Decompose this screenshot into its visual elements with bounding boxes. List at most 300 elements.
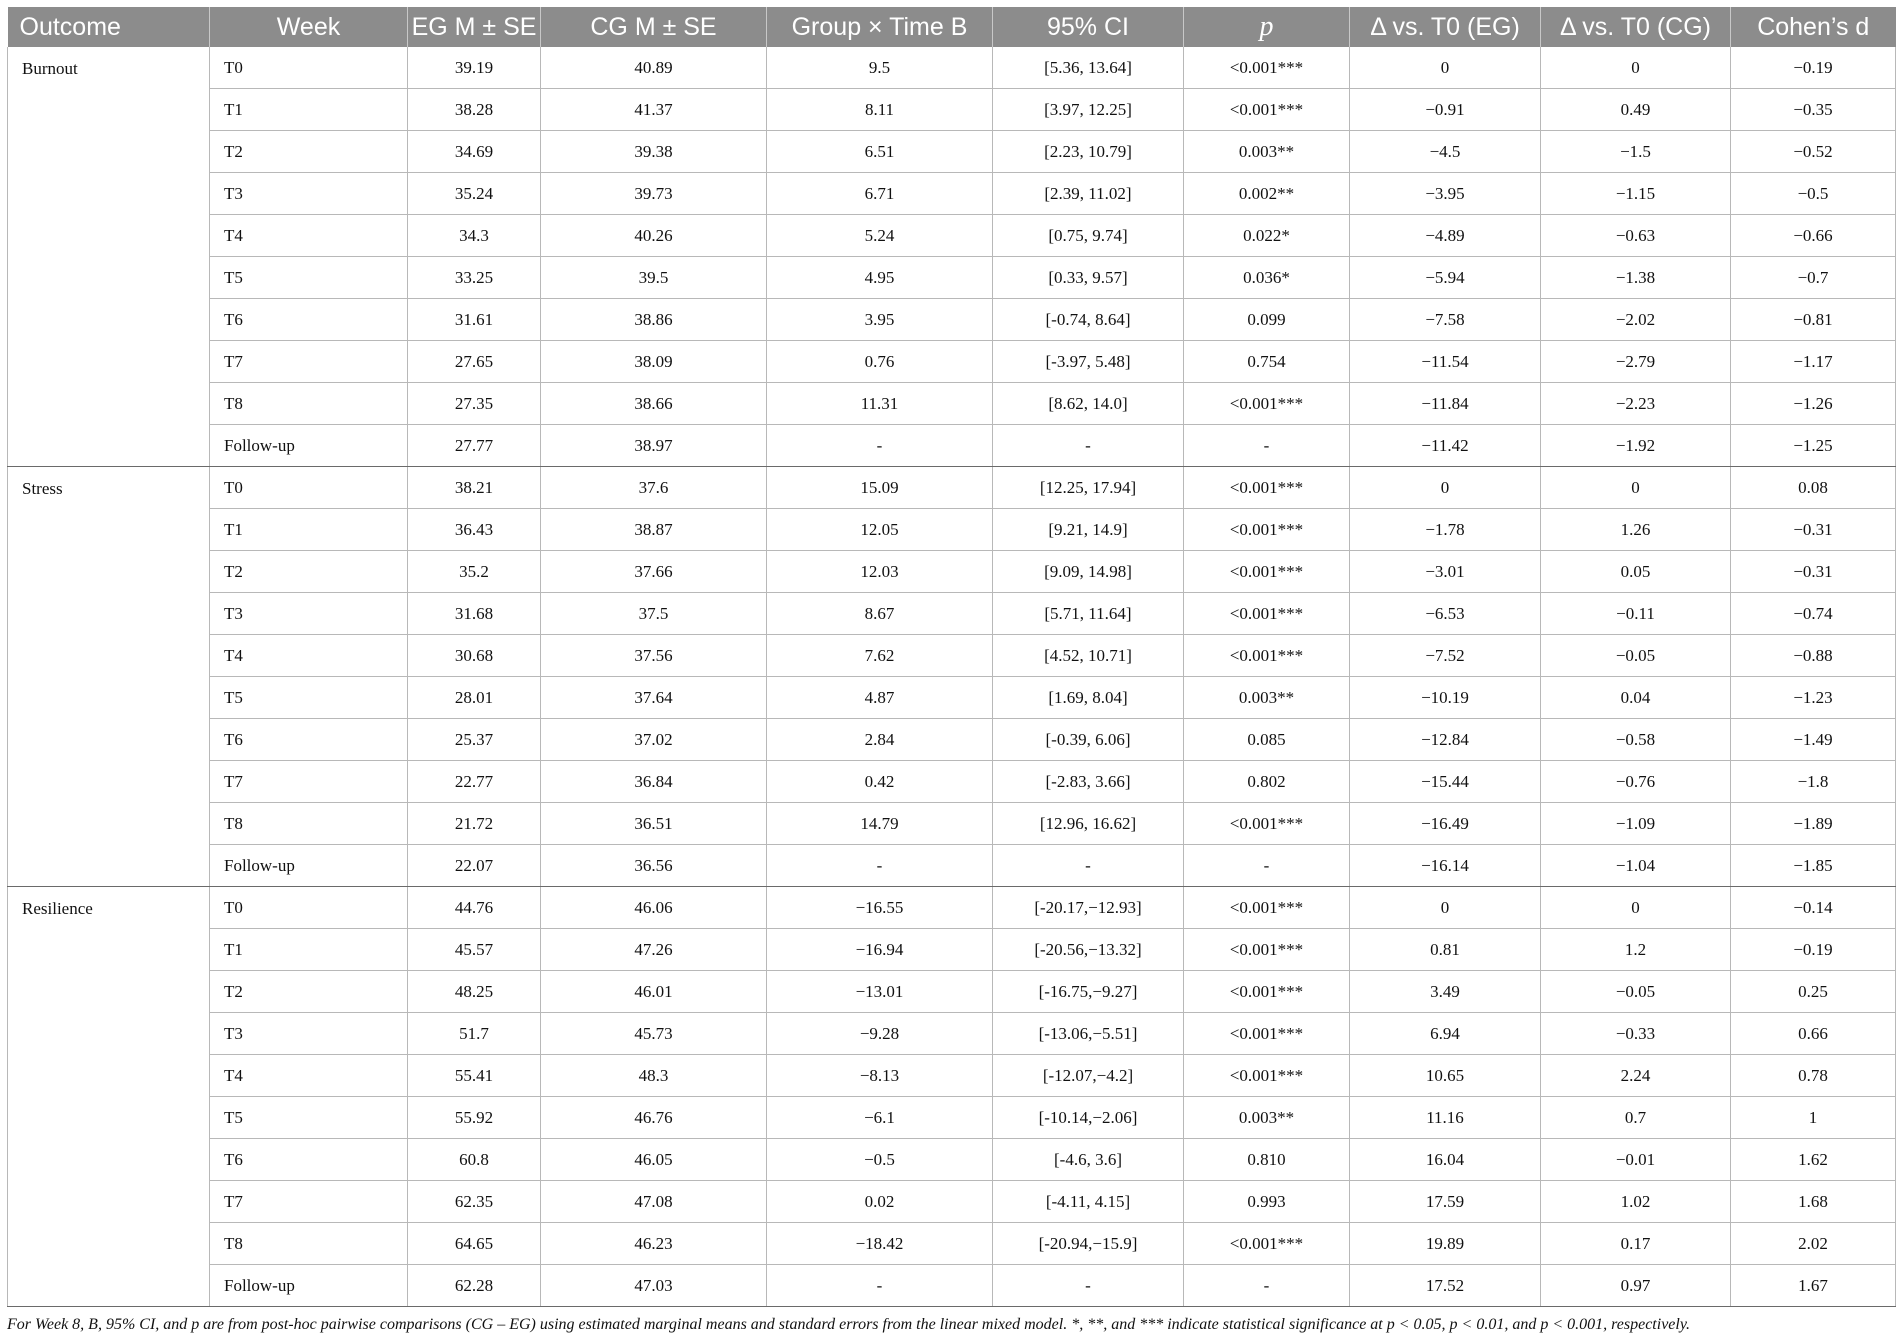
delta-eg-cell: 0 [1350,47,1541,89]
p-value-cell: <0.001*** [1184,509,1350,551]
eg-mean-cell: 27.35 [408,383,541,425]
group-time-b-cell: - [767,1265,993,1307]
group-time-b-cell: 6.51 [767,131,993,173]
ci-cell: [12.25, 17.94] [993,467,1184,509]
header-delta-eg: Δ vs. T0 (EG) [1350,7,1541,47]
delta-eg-cell: −16.49 [1350,803,1541,845]
cg-mean-cell: 36.84 [541,761,767,803]
p-value-cell: <0.001*** [1184,1013,1350,1055]
ci-cell: [-0.39, 6.06] [993,719,1184,761]
delta-eg-cell: 3.49 [1350,971,1541,1013]
delta-eg-cell: −7.52 [1350,635,1541,677]
group-time-b-cell: 11.31 [767,383,993,425]
table-row [8,1013,1896,1055]
delta-cg-cell: −1.38 [1541,257,1731,299]
ci-cell: [3.97, 12.25] [993,89,1184,131]
week-cell: T2 [210,551,408,593]
group-time-b-cell: 0.42 [767,761,993,803]
cohens-d-cell: −1.85 [1731,845,1896,887]
cg-mean-cell: 38.87 [541,509,767,551]
delta-eg-cell: −6.53 [1350,593,1541,635]
cohens-d-cell: −0.35 [1731,89,1896,131]
header-eg-mean: EG M ± SE [408,7,541,47]
header-week: Week [210,7,408,47]
cohens-d-cell: 1.68 [1731,1181,1896,1223]
eg-mean-cell: 60.8 [408,1139,541,1181]
ci-cell: [5.36, 13.64] [993,47,1184,89]
table-row [8,1181,1896,1223]
eg-mean-cell: 27.65 [408,341,541,383]
eg-mean-cell: 25.37 [408,719,541,761]
header-outcome: Outcome [8,7,210,47]
table-row [8,383,1896,425]
delta-eg-cell: 0 [1350,467,1541,509]
cohens-d-cell: 0.78 [1731,1055,1896,1097]
eg-mean-cell: 39.19 [408,47,541,89]
delta-cg-cell: 0.49 [1541,89,1731,131]
ci-cell: - [993,845,1184,887]
ci-cell: [5.71, 11.64] [993,593,1184,635]
p-value-cell: 0.002** [1184,173,1350,215]
ci-cell: - [993,1265,1184,1307]
cg-mean-cell: 36.51 [541,803,767,845]
week-cell: T6 [210,719,408,761]
delta-cg-cell: 1.02 [1541,1181,1731,1223]
group-time-b-cell: 2.84 [767,719,993,761]
table-row [8,551,1896,593]
delta-cg-cell: 1.2 [1541,929,1731,971]
eg-mean-cell: 27.77 [408,425,541,467]
cohens-d-cell: 2.02 [1731,1223,1896,1265]
week-cell: T2 [210,971,408,1013]
table-row [8,131,1896,173]
delta-cg-cell: 0.97 [1541,1265,1731,1307]
delta-cg-cell: −1.92 [1541,425,1731,467]
delta-cg-cell: 0 [1541,467,1731,509]
delta-cg-cell: −0.01 [1541,1139,1731,1181]
p-value-cell: - [1184,845,1350,887]
week-cell: T8 [210,803,408,845]
week-cell: T0 [210,887,408,929]
cohens-d-cell: −0.5 [1731,173,1896,215]
p-value-cell: <0.001*** [1184,929,1350,971]
group-time-b-cell: 9.5 [767,47,993,89]
delta-eg-cell: 16.04 [1350,1139,1541,1181]
group-time-b-cell: 3.95 [767,299,993,341]
week-cell: Follow-up [210,1265,408,1307]
cg-mean-cell: 47.03 [541,1265,767,1307]
cohens-d-cell: 0.66 [1731,1013,1896,1055]
week-cell: T1 [210,929,408,971]
eg-mean-cell: 28.01 [408,677,541,719]
eg-mean-cell: 51.7 [408,1013,541,1055]
cg-mean-cell: 46.06 [541,887,767,929]
week-cell: T7 [210,1181,408,1223]
group-time-b-cell: −9.28 [767,1013,993,1055]
cohens-d-cell: −1.25 [1731,425,1896,467]
eg-mean-cell: 21.72 [408,803,541,845]
week-cell: T3 [210,1013,408,1055]
header-delta-cg: Δ vs. T0 (CG) [1541,7,1731,47]
ci-cell: [2.23, 10.79] [993,131,1184,173]
table-row [8,47,1896,89]
delta-eg-cell: −7.58 [1350,299,1541,341]
cg-mean-cell: 45.73 [541,1013,767,1055]
week-cell: T0 [210,467,408,509]
eg-mean-cell: 30.68 [408,635,541,677]
p-value-cell: 0.099 [1184,299,1350,341]
delta-eg-cell: 17.52 [1350,1265,1541,1307]
delta-cg-cell: −0.11 [1541,593,1731,635]
group-time-b-cell: 14.79 [767,803,993,845]
cohens-d-cell: −0.31 [1731,551,1896,593]
delta-cg-cell: 0.7 [1541,1097,1731,1139]
eg-mean-cell: 36.43 [408,509,541,551]
cohens-d-cell: −0.19 [1731,929,1896,971]
cohens-d-cell: −1.49 [1731,719,1896,761]
week-cell: T5 [210,1097,408,1139]
cg-mean-cell: 39.5 [541,257,767,299]
ci-cell: [2.39, 11.02] [993,173,1184,215]
ci-cell: - [993,425,1184,467]
p-value-cell: 0.085 [1184,719,1350,761]
delta-eg-cell: −10.19 [1350,677,1541,719]
ci-cell: [-20.94,−15.9] [993,1223,1184,1265]
eg-mean-cell: 48.25 [408,971,541,1013]
cg-mean-cell: 37.5 [541,593,767,635]
ci-cell: [0.75, 9.74] [993,215,1184,257]
week-cell: T2 [210,131,408,173]
delta-eg-cell: 19.89 [1350,1223,1541,1265]
table-row [8,845,1896,887]
group-time-b-cell: 5.24 [767,215,993,257]
header-cohens-d: Cohen’s d [1731,7,1896,47]
eg-mean-cell: 22.77 [408,761,541,803]
week-cell: T4 [210,635,408,677]
cohens-d-cell: −1.17 [1731,341,1896,383]
cg-mean-cell: 46.01 [541,971,767,1013]
week-cell: T4 [210,215,408,257]
delta-eg-cell: −11.54 [1350,341,1541,383]
delta-eg-cell: −11.42 [1350,425,1541,467]
table-body [8,47,1896,1307]
table-row [8,635,1896,677]
cg-mean-cell: 38.86 [541,299,767,341]
cg-mean-cell: 48.3 [541,1055,767,1097]
header-p: p [1184,7,1350,47]
eg-mean-cell: 35.24 [408,173,541,215]
eg-mean-cell: 38.21 [408,467,541,509]
results-table-container [7,7,1895,1307]
group-time-b-cell: 4.95 [767,257,993,299]
header-ci: 95% CI [993,7,1184,47]
cohens-d-cell: 0.25 [1731,971,1896,1013]
cg-mean-cell: 39.73 [541,173,767,215]
week-cell: Follow-up [210,845,408,887]
week-cell: T6 [210,1139,408,1181]
group-time-b-cell: −16.94 [767,929,993,971]
cohens-d-cell: 0.08 [1731,467,1896,509]
p-value-cell: - [1184,1265,1350,1307]
ci-cell: [-2.83, 3.66] [993,761,1184,803]
delta-eg-cell: 10.65 [1350,1055,1541,1097]
ci-cell: [9.21, 14.9] [993,509,1184,551]
ci-cell: [9.09, 14.98] [993,551,1184,593]
delta-cg-cell: −1.09 [1541,803,1731,845]
table-row [8,971,1896,1013]
cg-mean-cell: 37.64 [541,677,767,719]
delta-cg-cell: −0.05 [1541,971,1731,1013]
delta-cg-cell: −0.76 [1541,761,1731,803]
delta-cg-cell: −2.23 [1541,383,1731,425]
cg-mean-cell: 46.05 [541,1139,767,1181]
eg-mean-cell: 62.28 [408,1265,541,1307]
cg-mean-cell: 47.08 [541,1181,767,1223]
cg-mean-cell: 36.56 [541,845,767,887]
p-value-cell: 0.022* [1184,215,1350,257]
delta-cg-cell: 2.24 [1541,1055,1731,1097]
table-row [8,215,1896,257]
group-time-b-cell: −16.55 [767,887,993,929]
eg-mean-cell: 62.35 [408,1181,541,1223]
group-time-b-cell: 6.71 [767,173,993,215]
outcome-cell: Stress [8,467,210,887]
outcome-cell: Resilience [8,887,210,1307]
eg-mean-cell: 55.41 [408,1055,541,1097]
header-group-time-b: Group × Time B [767,7,993,47]
eg-mean-cell: 31.61 [408,299,541,341]
delta-cg-cell: −0.05 [1541,635,1731,677]
cg-mean-cell: 38.66 [541,383,767,425]
delta-eg-cell: −4.89 [1350,215,1541,257]
delta-eg-cell: 6.94 [1350,1013,1541,1055]
table-row [8,1223,1896,1265]
eg-mean-cell: 38.28 [408,89,541,131]
delta-eg-cell: 11.16 [1350,1097,1541,1139]
table-row [8,719,1896,761]
cg-mean-cell: 46.23 [541,1223,767,1265]
ci-cell: [0.33, 9.57] [993,257,1184,299]
delta-eg-cell: −4.5 [1350,131,1541,173]
cg-mean-cell: 38.97 [541,425,767,467]
cg-mean-cell: 47.26 [541,929,767,971]
group-time-b-cell: - [767,425,993,467]
cohens-d-cell: −0.7 [1731,257,1896,299]
p-value-cell: <0.001*** [1184,89,1350,131]
group-time-b-cell: 0.02 [767,1181,993,1223]
delta-eg-cell: −0.91 [1350,89,1541,131]
cg-mean-cell: 37.02 [541,719,767,761]
table-row [8,593,1896,635]
p-value-cell: 0.003** [1184,677,1350,719]
ci-cell: [-20.56,−13.32] [993,929,1184,971]
table-row [8,803,1896,845]
eg-mean-cell: 55.92 [408,1097,541,1139]
p-value-cell: 0.993 [1184,1181,1350,1223]
ci-cell: [8.62, 14.0] [993,383,1184,425]
table-row [8,887,1896,929]
table-row [8,1097,1896,1139]
cg-mean-cell: 37.66 [541,551,767,593]
ci-cell: [-4.11, 4.15] [993,1181,1184,1223]
p-value-cell: 0.754 [1184,341,1350,383]
p-value-cell: <0.001*** [1184,383,1350,425]
eg-mean-cell: 34.3 [408,215,541,257]
header-row [8,7,1896,47]
delta-cg-cell: −0.63 [1541,215,1731,257]
group-time-b-cell: −13.01 [767,971,993,1013]
delta-eg-cell: −3.95 [1350,173,1541,215]
cohens-d-cell: −0.81 [1731,299,1896,341]
p-value-cell: <0.001*** [1184,1223,1350,1265]
group-time-b-cell: −8.13 [767,1055,993,1097]
group-time-b-cell: −0.5 [767,1139,993,1181]
cg-mean-cell: 41.37 [541,89,767,131]
ci-cell: [-0.74, 8.64] [993,299,1184,341]
outcome-cell: Burnout [8,47,210,467]
week-cell: T5 [210,677,408,719]
cg-mean-cell: 39.38 [541,131,767,173]
delta-eg-cell: 0.81 [1350,929,1541,971]
cohens-d-cell: −1.8 [1731,761,1896,803]
delta-cg-cell: −0.33 [1541,1013,1731,1055]
delta-cg-cell: 0 [1541,47,1731,89]
week-cell: T3 [210,593,408,635]
eg-mean-cell: 44.76 [408,887,541,929]
delta-cg-cell: −1.5 [1541,131,1731,173]
table-row [8,425,1896,467]
eg-mean-cell: 33.25 [408,257,541,299]
p-value-cell: <0.001*** [1184,635,1350,677]
delta-cg-cell: 0.17 [1541,1223,1731,1265]
cohens-d-cell: −1.89 [1731,803,1896,845]
cohens-d-cell: 1.62 [1731,1139,1896,1181]
p-value-cell: 0.802 [1184,761,1350,803]
table-row [8,677,1896,719]
delta-eg-cell: −15.44 [1350,761,1541,803]
ci-cell: [-20.17,−12.93] [993,887,1184,929]
results-table [7,7,1896,1307]
cg-mean-cell: 37.56 [541,635,767,677]
ci-cell: [-10.14,−2.06] [993,1097,1184,1139]
delta-cg-cell: −0.58 [1541,719,1731,761]
eg-mean-cell: 64.65 [408,1223,541,1265]
table-row [8,173,1896,215]
delta-eg-cell: −12.84 [1350,719,1541,761]
cohens-d-cell: −0.19 [1731,47,1896,89]
p-value-cell: <0.001*** [1184,467,1350,509]
eg-mean-cell: 31.68 [408,593,541,635]
p-value-cell: 0.003** [1184,1097,1350,1139]
p-value-cell: 0.810 [1184,1139,1350,1181]
delta-eg-cell: −11.84 [1350,383,1541,425]
ci-cell: [-4.6, 3.6] [993,1139,1184,1181]
cohens-d-cell: −0.14 [1731,887,1896,929]
group-time-b-cell: 12.03 [767,551,993,593]
delta-eg-cell: −1.78 [1350,509,1541,551]
delta-cg-cell: −2.79 [1541,341,1731,383]
table-row [8,1265,1896,1307]
ci-cell: [-13.06,−5.51] [993,1013,1184,1055]
group-time-b-cell: 4.87 [767,677,993,719]
p-value-cell: <0.001*** [1184,47,1350,89]
cohens-d-cell: −1.23 [1731,677,1896,719]
group-time-b-cell: 7.62 [767,635,993,677]
delta-eg-cell: −5.94 [1350,257,1541,299]
week-cell: T5 [210,257,408,299]
delta-cg-cell: 1.26 [1541,509,1731,551]
cohens-d-cell: −0.31 [1731,509,1896,551]
eg-mean-cell: 45.57 [408,929,541,971]
delta-cg-cell: −1.15 [1541,173,1731,215]
group-time-b-cell: 12.05 [767,509,993,551]
week-cell: T7 [210,761,408,803]
cohens-d-cell: −0.66 [1731,215,1896,257]
table-row [8,761,1896,803]
group-time-b-cell: −6.1 [767,1097,993,1139]
week-cell: T3 [210,173,408,215]
p-value-cell: <0.001*** [1184,593,1350,635]
cg-mean-cell: 38.09 [541,341,767,383]
p-value-cell: <0.001*** [1184,803,1350,845]
group-time-b-cell: 15.09 [767,467,993,509]
cohens-d-cell: −0.74 [1731,593,1896,635]
eg-mean-cell: 35.2 [408,551,541,593]
ci-cell: [1.69, 8.04] [993,677,1184,719]
p-value-cell: <0.001*** [1184,887,1350,929]
ci-cell: [-12.07,−4.2] [993,1055,1184,1097]
ci-cell: [-16.75,−9.27] [993,971,1184,1013]
cg-mean-cell: 46.76 [541,1097,767,1139]
table-row [8,1055,1896,1097]
table-row [8,341,1896,383]
week-cell: T1 [210,509,408,551]
delta-cg-cell: 0.04 [1541,677,1731,719]
week-cell: T7 [210,341,408,383]
delta-cg-cell: −1.04 [1541,845,1731,887]
week-cell: T1 [210,89,408,131]
group-time-b-cell: −18.42 [767,1223,993,1265]
delta-eg-cell: 0 [1350,887,1541,929]
table-row [8,257,1896,299]
p-value-cell: <0.001*** [1184,551,1350,593]
delta-eg-cell: −3.01 [1350,551,1541,593]
table-footnote: For Week 8, B, 95% CI, and p are from post-hoc pairwise comparisons (CG – EG) using estimated marginal means and standard errors from the linear mixed model. *, **, and *** indicate statistical significance at p < 0.05, p < 0.01, and p < 0.001, respectively. [7,1316,1691,1333]
group-time-b-cell: 8.67 [767,593,993,635]
header-cg-mean: CG M ± SE [541,7,767,47]
delta-eg-cell: 17.59 [1350,1181,1541,1223]
cg-mean-cell: 40.26 [541,215,767,257]
table-row [8,1139,1896,1181]
ci-cell: [12.96, 16.62] [993,803,1184,845]
week-cell: T6 [210,299,408,341]
table-row [8,467,1896,509]
cg-mean-cell: 40.89 [541,47,767,89]
delta-cg-cell: 0.05 [1541,551,1731,593]
cohens-d-cell: −1.26 [1731,383,1896,425]
ci-cell: [-3.97, 5.48] [993,341,1184,383]
p-value-cell: <0.001*** [1184,971,1350,1013]
cohens-d-cell: 1.67 [1731,1265,1896,1307]
table-row [8,299,1896,341]
eg-mean-cell: 22.07 [408,845,541,887]
p-value-cell: 0.036* [1184,257,1350,299]
cohens-d-cell: −0.88 [1731,635,1896,677]
table-row [8,929,1896,971]
week-cell: Follow-up [210,425,408,467]
group-time-b-cell: 0.76 [767,341,993,383]
week-cell: T8 [210,383,408,425]
